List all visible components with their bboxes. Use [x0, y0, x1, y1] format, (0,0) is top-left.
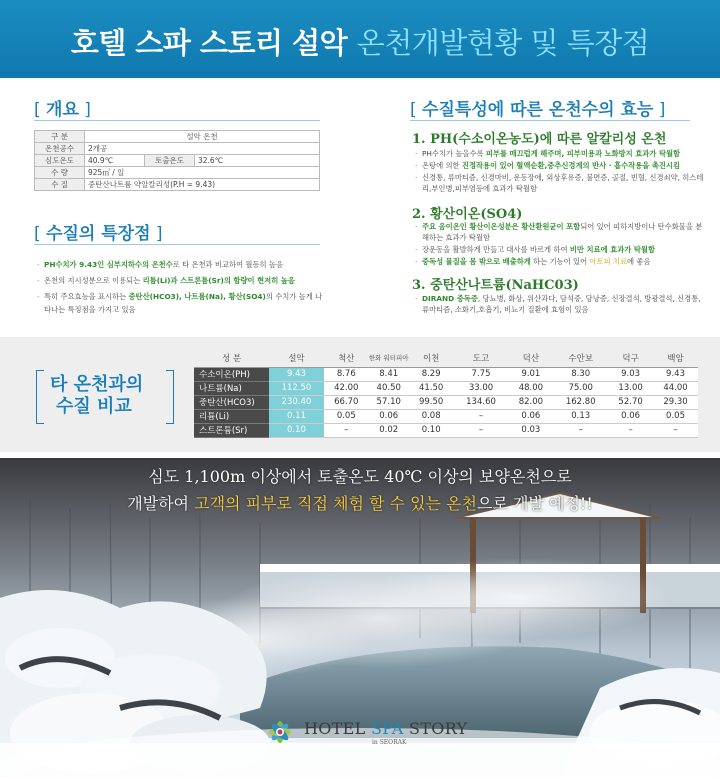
highlight-text: DIRAND 중독증	[422, 294, 478, 303]
overview-heading-text: 개요	[46, 100, 79, 120]
efficacy-subheading-1: 1. PH(수소이온농도)에 따른 알칼리성 온천	[412, 132, 667, 147]
table-cell: 9.03	[608, 367, 653, 381]
overview-cell-header: 심도온도	[35, 155, 85, 167]
overview-cell-header: 수 량	[35, 167, 85, 179]
table-cell: 42.00	[324, 381, 369, 395]
body-text: 에 좋음	[627, 257, 651, 266]
leaf-emblem-icon	[262, 714, 298, 750]
row-header: 리튬(Li)	[194, 409, 269, 423]
table-row	[194, 381, 698, 395]
table-cell: 8.76	[324, 367, 369, 381]
table-cell: –	[608, 423, 653, 437]
table-cell: –	[553, 423, 608, 437]
header-banner	[0, 0, 720, 78]
table-cell: 9.01	[508, 367, 553, 381]
list-item	[414, 221, 704, 243]
caption-text: 심도 1,100m 이상에서 토출온도 40℃ 이상의 보양온천으로	[148, 467, 572, 486]
table-cell: 0.10	[269, 423, 324, 437]
list-item	[414, 148, 704, 159]
overview-cell-value: 32.6℃	[195, 155, 320, 167]
logo-text-spa: SPA	[370, 719, 404, 738]
bracket-right	[166, 370, 174, 424]
overview-heading: [ 개요 ]	[34, 100, 91, 120]
comparison-heading-line2: 수질 비교	[56, 396, 132, 417]
column-header: 설악	[269, 350, 324, 367]
title-sub: 온천개발현황 및 특장점	[356, 26, 650, 60]
table-cell: 0.10	[409, 423, 454, 437]
highlight-text: 아토피 치료	[589, 257, 628, 266]
efficacy-heading: [ 수질특성에 따른 온천수의 효능 ]	[410, 100, 666, 120]
efficacy-subheading-2: 2. 황산이온(SO4)	[412, 207, 523, 222]
list-item	[414, 160, 704, 171]
overview-cell-header: 수 질	[35, 179, 85, 191]
list-item	[36, 290, 326, 316]
table-cell: 0.11	[269, 409, 324, 423]
table-cell: 44.00	[653, 381, 698, 395]
caption-line-1	[0, 464, 720, 487]
overview-cell-header: 구 분	[35, 131, 85, 143]
overview-cell-header: 온천공수	[35, 143, 85, 155]
body-text: 로 타 온천과 비교하여 월등히 높음	[172, 260, 283, 269]
column-header: 이천	[409, 350, 454, 367]
comparison-table	[194, 350, 698, 438]
table-cell: 99.50	[409, 395, 454, 409]
table-cell: 82.00	[508, 395, 553, 409]
table-row	[35, 131, 320, 143]
overview-cell-value: 중탄산나트륨 약알칼리성(P.H = 9.43)	[85, 179, 320, 191]
row-header: 수소이온(PH)	[194, 367, 269, 381]
table-cell: 8.41	[369, 367, 409, 381]
table-cell: –	[653, 423, 698, 437]
features-heading-text: 수질의 특장점	[46, 224, 151, 244]
list-item	[414, 244, 704, 255]
features-list	[36, 258, 326, 319]
table-cell: 112.50	[269, 381, 324, 395]
highlight-text: 피부를 매끄럽게 해주며, 피부미용과 노화방지 효과가 탁월함	[485, 149, 681, 158]
row-header: 나트륨(Na)	[194, 381, 269, 395]
column-header: 백암	[653, 350, 698, 367]
list-item	[414, 293, 704, 315]
table-cell: 0.05	[653, 409, 698, 423]
table-row	[194, 409, 698, 423]
table-cell: 0.13	[553, 409, 608, 423]
table-cell: 33.00	[454, 381, 509, 395]
overview-table	[34, 130, 320, 191]
page-title	[0, 21, 720, 62]
comparison-heading	[50, 374, 143, 418]
table-cell: 7.75	[454, 367, 509, 381]
column-header: 수안보	[553, 350, 608, 367]
table-cell: 0.06	[608, 409, 653, 423]
table-cell: 8.29	[409, 367, 454, 381]
table-row	[194, 367, 698, 381]
logo-text-hotel: HOTEL	[304, 719, 371, 738]
table-row	[194, 423, 698, 437]
body-text: 온천의 지시성분으로 이용되는	[44, 276, 143, 285]
table-cell: 0.05	[324, 409, 369, 423]
table-cell: 41.50	[409, 381, 454, 395]
highlight-text: 비만 치료에 효과가 탁월함	[569, 245, 656, 254]
efficacy-subheading-3: 3. 중탄산나트륨(NaHC03)	[412, 278, 579, 293]
hotel-logo	[262, 714, 468, 748]
list-item	[36, 274, 326, 287]
list-item	[36, 258, 326, 271]
comparison-heading-line1: 타 온천과의	[50, 374, 144, 395]
table-row	[35, 167, 320, 179]
highlight-text: 리튬(Li)과 스트론튬(Sr)의 함량이 현저히 높음	[142, 276, 295, 285]
body-text: 특히 주요효능을 표시하는	[44, 292, 129, 301]
title-main: 호텔 스파 스토리 설악	[70, 26, 348, 60]
caption-line-2	[0, 491, 720, 514]
table-row	[35, 143, 320, 155]
overview-cell-header: 토출온도	[145, 155, 195, 167]
table-row	[35, 155, 320, 167]
table-cell: –	[454, 409, 509, 423]
table-cell: 230.40	[269, 395, 324, 409]
column-header: 덕산	[508, 350, 553, 367]
table-cell: 9.43	[269, 367, 324, 381]
body-text: 장운동을 활발하게 만들고 대사를 바르게 하여	[422, 245, 570, 254]
table-cell: 9.43	[653, 367, 698, 381]
bracket-left	[36, 370, 44, 424]
divider	[34, 244, 320, 245]
table-cell: 8.30	[553, 367, 608, 381]
table-cell: 134.60	[454, 395, 509, 409]
column-header: 성 분	[194, 350, 269, 367]
highlight-text: 중탄산(HCO3), 나트륨(Na), 황산(SO4)	[128, 292, 266, 301]
overview-cell-value: 40.9℃	[85, 155, 145, 167]
list-item	[414, 256, 704, 267]
list-item	[414, 172, 704, 194]
table-cell: 0.08	[409, 409, 454, 423]
logo-wordmark	[304, 719, 467, 738]
table-cell: 48.00	[508, 381, 553, 395]
overview-cell-value: 925㎥ / 일	[85, 167, 320, 179]
table-cell: –	[454, 423, 509, 437]
efficacy-list-1	[414, 148, 704, 195]
body-text: 신경통, 류마티즘, 신경마비, 운동장애, 외상후유증, 불면증, 골절, 빈혈, 신경쇠약, 히스테리,부인병,피부염등에 효과가 탁월함	[422, 173, 704, 193]
table-cell: 0.06	[508, 409, 553, 423]
column-header: 한화 워터피아	[369, 350, 409, 367]
table-cell: 66.70	[324, 395, 369, 409]
caption-text: 으로 개발 예정!!	[477, 494, 593, 513]
column-header: 척산	[324, 350, 369, 367]
divider	[34, 120, 320, 121]
table-cell: 0.03	[508, 423, 553, 437]
table-cell: 29.30	[653, 395, 698, 409]
highlight-text: 중독성 물질을 몸 밖으로 배출하게	[422, 257, 531, 266]
table-cell: 57.10	[369, 395, 409, 409]
overview-cell-value: 2개공	[85, 143, 320, 155]
table-cell: 0.02	[369, 423, 409, 437]
body-text: 되어 있어 피하지방이나 탄수화물을 분해하는 효과가 탁월함	[422, 222, 703, 242]
highlight-text: PH수치가 9.43인 심부지하수의 온천수	[44, 260, 173, 269]
table-cell: 40.50	[369, 381, 409, 395]
column-header: 덕구	[608, 350, 653, 367]
highlight-text: 주요 음이온인 황산이온성분은 황산환원균이 포함	[422, 222, 581, 231]
table-row	[35, 179, 320, 191]
logo-subtext: in SEORAK	[372, 739, 407, 746]
row-header: 스트론튬(Sr)	[194, 423, 269, 437]
efficacy-heading-text: 수질특성에 따른 온천수의 효능	[422, 100, 654, 120]
table-row	[194, 395, 698, 409]
efficacy-list-3	[414, 293, 704, 316]
table-cell: 0.06	[369, 409, 409, 423]
body-text: 의 수치가 높게 나타나는 특징점을 가지고 있음	[44, 292, 323, 314]
table-cell: –	[324, 423, 369, 437]
table-cell: 162.80	[553, 395, 608, 409]
body-text: 하는 기능이 있어	[530, 257, 590, 266]
logo-text-story: STORY	[403, 719, 468, 738]
body-text: , 당뇨병, 화상, 위산과다, 담석증, 담낭증, 신장결석, 방광결석, 신경통, 류마티즘, 소화기,호흡기, 비뇨기 질환에 효험이 있음	[422, 294, 701, 314]
body-text: PH수치가 높을수록	[422, 149, 486, 158]
table-cell: 75.00	[553, 381, 608, 395]
row-header: 중탄산(HCO3)	[194, 395, 269, 409]
body-text: 온탕에 의한	[422, 161, 462, 170]
table-cell: 13.00	[608, 381, 653, 395]
highlight-text: 진정작용이 있어 혈액순환,중추신경계의 반사 · 흡수작용을 촉진시킴	[461, 161, 681, 170]
overview-cell-value: 설악 온천	[85, 131, 320, 143]
caption-highlight: 고객의 피부로 직접 체험 할 수 있는 온천	[194, 494, 478, 513]
table-header-row	[194, 350, 698, 367]
efficacy-list-2	[414, 221, 704, 268]
caption-text: 개발하여	[127, 494, 195, 513]
column-header: 도고	[454, 350, 509, 367]
divider	[410, 120, 690, 121]
table-cell: 52.70	[608, 395, 653, 409]
features-heading: [ 수질의 특장점 ]	[34, 224, 163, 244]
